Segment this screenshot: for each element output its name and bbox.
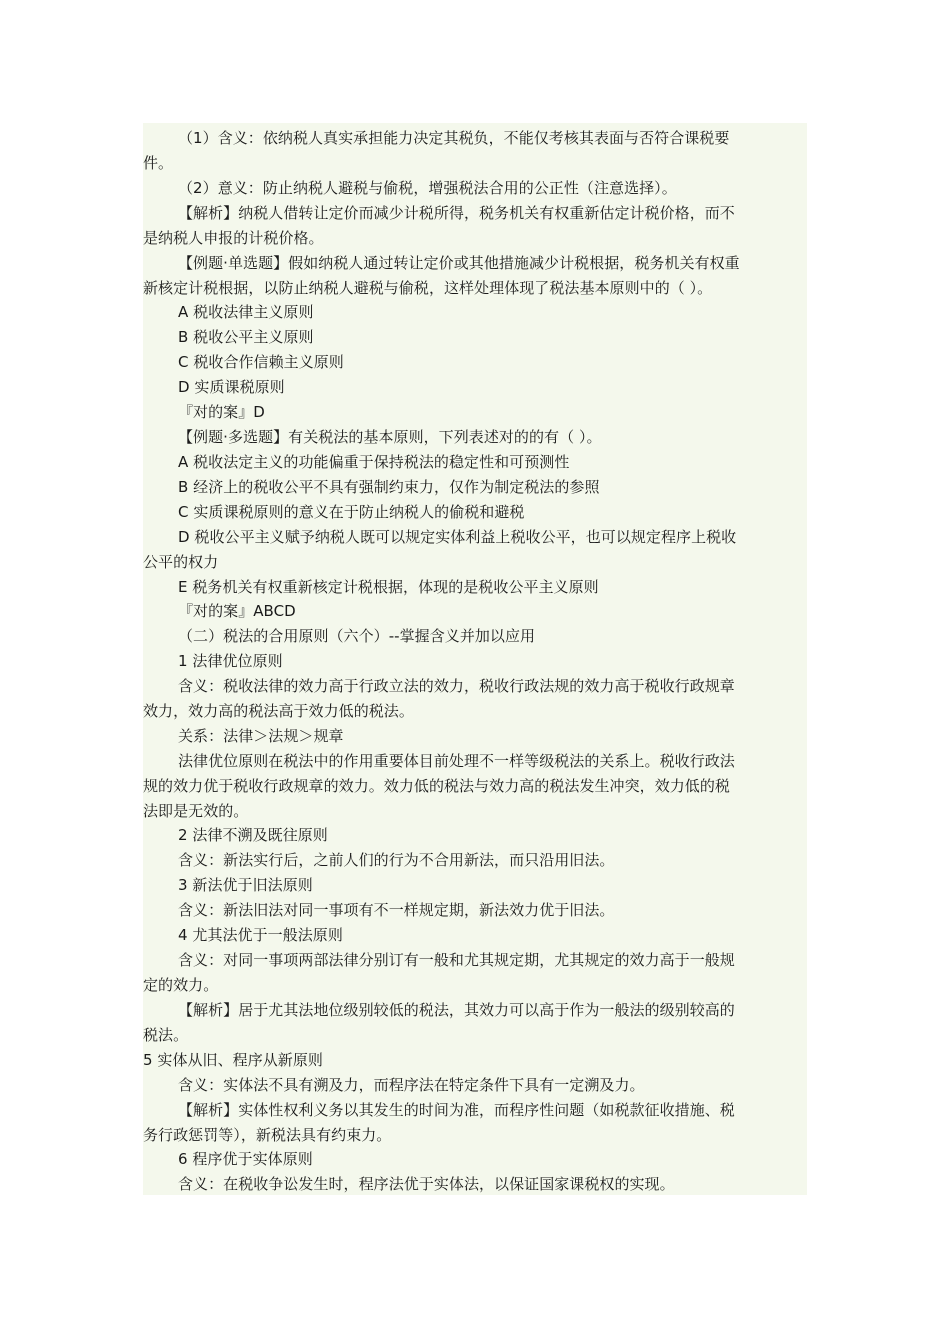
text-line: D 税收公平主义赋予纳税人既可以规定实体利益上税收公平，也可以规定程序上税收: [178, 528, 737, 546]
text-line: 5 实体从旧、程序从新原则: [143, 1051, 323, 1069]
text-line: 含义：在税收争讼发生时，程序法优于实体法，以保证国家课税权的实现。: [178, 1175, 675, 1193]
text-line: 【解析】实体性权利义务以其发生的时间为准，而程序性问题（如税款征收措施、税: [178, 1101, 735, 1119]
text-line: 是纳税人申报的计税价格。: [143, 229, 324, 247]
text-line: B 经济上的税收公平不具有强制约束力，仅作为制定税法的参照: [178, 478, 600, 496]
text-line: 新核定计税根据，以防止纳税人避税与偷税，这样处理体现了税法基本原则中的（ ）。: [143, 279, 713, 297]
text-line: 含义：对同一事项两部法律分别订有一般和尤其规定期，尤其规定的效力高于一般规: [178, 951, 735, 969]
text-line: A 税收法律主义原则: [178, 303, 314, 321]
text-line: 2 法律不溯及既往原则: [178, 826, 328, 844]
text-line: A 税收法定主义的功能偏重于保持税法的稳定性和可预测性: [178, 453, 570, 471]
text-line: 『对的案』D: [178, 403, 265, 421]
text-line: 税法。: [143, 1026, 189, 1044]
text-line: 关系：法律＞法规＞规章: [178, 727, 344, 745]
text-line: 含义：新法实行后，之前人们的行为不合用新法，而只沿用旧法。: [178, 851, 615, 869]
text-line: 6 程序优于实体原则: [178, 1150, 313, 1168]
text-line: 规的效力优于税收行政规章的效力。效力低的税法与效力高的税法发生冲突，效力低的税: [143, 777, 730, 795]
text-line: （1）含义：依纳税人真实承担能力决定其税负，不能仅考核其表面与否符合课税要: [178, 129, 730, 147]
text-line: 务行政惩罚等），新税法具有约束力。: [143, 1126, 392, 1144]
text-line: 法即是无效的。: [143, 802, 249, 820]
text-line: 3 新法优于旧法原则: [178, 876, 313, 894]
text-line: B 税收公平主义原则: [178, 328, 314, 346]
text-line: 1 法律优位原则: [178, 652, 283, 670]
text-line: （2）意义：防止纳税人避税与偷税，增强税法合用的公正性（注意选择）。: [178, 179, 677, 197]
text-line: 公平的权力: [143, 553, 219, 571]
text-line: 含义：税收法律的效力高于行政立法的效力，税收行政法规的效力高于税收行政规章: [178, 677, 735, 695]
text-line: 含义：新法旧法对同一事项有不一样规定期，新法效力优于旧法。: [178, 901, 615, 919]
text-line: E 税务机关有权重新核定计税根据，体现的是税收公平主义原则: [178, 578, 599, 596]
text-line: 定的效力。: [143, 976, 219, 994]
text-line: 『对的案』ABCD: [178, 602, 296, 620]
text-line: 件。: [143, 154, 174, 172]
text-line: D 实质课税原则: [178, 378, 285, 396]
text-line: 效力，效力高的税法高于效力低的税法。: [143, 702, 414, 720]
text-line: 【例题·单选题】假如纳税人通过转让定价或其他措施减少计税根据，税务机关有权重: [178, 254, 740, 272]
text-line: C 实质课税原则的意义在于防止纳税人的偷税和避税: [178, 503, 525, 521]
text-line: 4 尤其法优于一般法原则: [178, 926, 343, 944]
text-line: 【解析】纳税人借转让定价而减少计税所得，税务机关有权重新估定计税价格，而不: [178, 204, 735, 222]
text-line: 【解析】居于尤其法地位级别较低的税法，其效力可以高于作为一般法的级别较高的: [178, 1001, 735, 1019]
text-line: C 税收合作信赖主义原则: [178, 353, 344, 371]
text-line: （二）税法的合用原则（六个）--掌握含义并加以应用: [178, 627, 536, 645]
text-line: 【例题·多选题】有关税法的基本原则，下列表述对的的有（ ）。: [178, 428, 602, 446]
text-line: 法律优位原则在税法中的作用重要体目前处理不一样等级税法的关系上。税收行政法: [178, 752, 735, 770]
text-line: 含义：实体法不具有溯及力，而程序法在特定条件下具有一定溯及力。: [178, 1076, 645, 1094]
